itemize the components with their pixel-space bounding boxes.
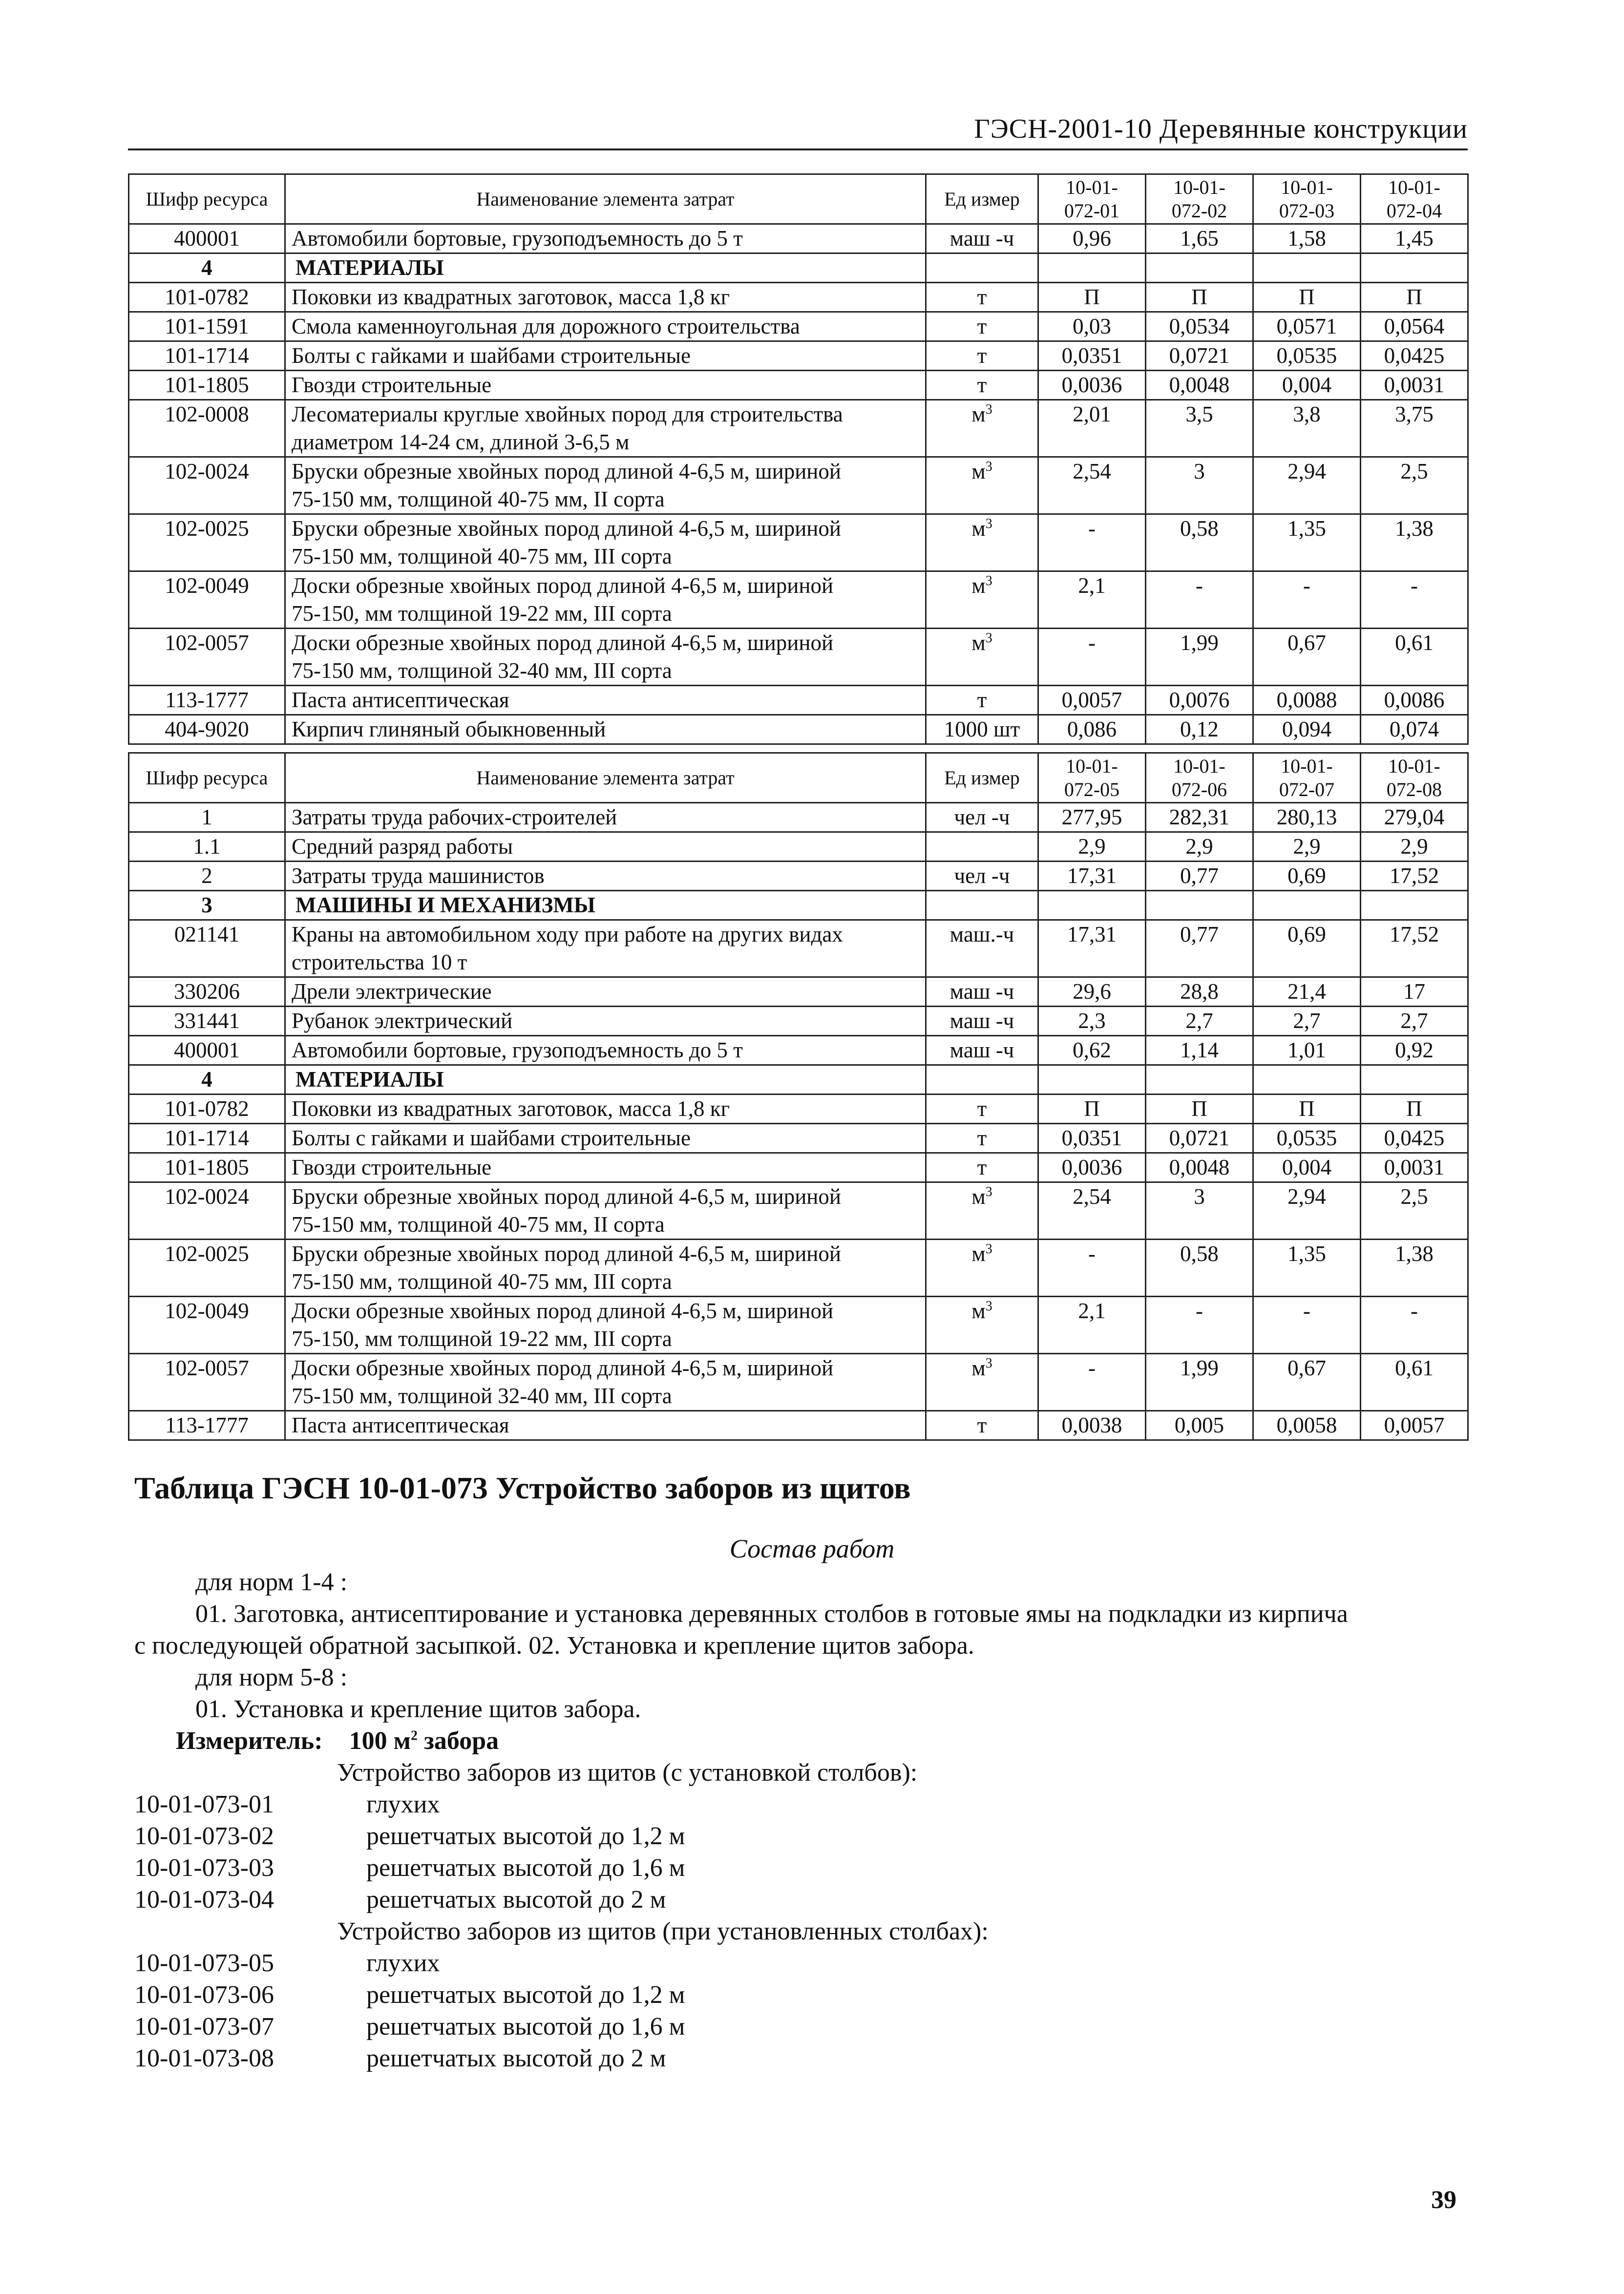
meter-line	[176, 1726, 499, 1755]
table-row	[129, 1354, 1468, 1411]
norm-value: 0,0534	[1146, 312, 1253, 341]
norm-value: -	[1361, 571, 1468, 629]
resource-name: Бруски обрезные хвойных пород длиной 4-6,5 м, шириной 75-150 мм, толщиной 40-75 мм, II сорта	[285, 1182, 926, 1240]
resource-unit: т	[926, 1124, 1038, 1153]
resource-unit	[926, 832, 1038, 862]
norms-1-4-label: для норм 1-4 :	[195, 1568, 348, 1596]
resource-code: 1	[129, 803, 285, 832]
running-title: ГЭСН-2001-10 Деревянные конструкции	[974, 114, 1468, 144]
col-header-norm: 10-01- 072-01	[1038, 174, 1146, 224]
resource-name: Поковки из квадратных заготовок, масса 1,8 кг	[285, 1094, 926, 1124]
resource-code: 102-0057	[129, 629, 285, 686]
norm-value: 0,92	[1361, 1036, 1468, 1065]
norm-value: 0,12	[1146, 715, 1253, 744]
col-header-code: Шифр ресурса	[129, 753, 285, 803]
norm-value: 0,0425	[1361, 341, 1468, 371]
resource-name: Доски обрезные хвойных пород длиной 4-6,5 м, шириной 75-150 мм, толщиной 32-40 мм, III сорта	[285, 629, 926, 686]
resource-name: Бруски обрезные хвойных пород длиной 4-6,5 м, шириной 75-150 мм, толщиной 40-75 мм, II сорта	[285, 457, 926, 514]
norm-value: 2,5	[1361, 457, 1468, 514]
resource-name: Доски обрезные хвойных пород длиной 4-6,5 м, шириной 75-150, мм толщиной 19-22 мм, III сорта	[285, 1297, 926, 1354]
norm-value: 2,7	[1253, 1007, 1361, 1036]
resource-name: Затраты труда машинистов	[285, 862, 926, 891]
table-row	[129, 832, 1468, 862]
norm-value: 0,0535	[1253, 341, 1361, 371]
norm-value: 2,7	[1361, 1007, 1468, 1036]
norm-value: 2,94	[1253, 1182, 1361, 1240]
norm-value: 0,094	[1253, 715, 1361, 744]
norm-value: 0,0031	[1361, 371, 1468, 400]
resource-code: 021141	[129, 920, 285, 977]
table-row	[129, 312, 1468, 341]
norm-value: 2,01	[1038, 400, 1146, 457]
norm-value: 0,0564	[1361, 312, 1468, 341]
norm-value: 2,1	[1038, 1297, 1146, 1354]
group2-heading: Устройство заборов из щитов (при установленных столбах):	[337, 1917, 989, 1945]
resource-name: Автомобили бортовые, грузоподъемность до 5 т	[285, 224, 926, 253]
norm-code: 10-01-073-05	[134, 1949, 274, 1977]
norm-code: 10-01-073-01	[134, 1790, 274, 1818]
table-row	[129, 571, 1468, 629]
resource-unit: т	[926, 371, 1038, 400]
resource-code: 113-1777	[129, 1411, 285, 1440]
table-row	[129, 1411, 1468, 1440]
norm-value: 0,0425	[1361, 1124, 1468, 1153]
norm-value: 0,0351	[1038, 1124, 1146, 1153]
meter-sup: 2	[411, 1728, 418, 1744]
norm-value: 3	[1146, 457, 1253, 514]
table-row	[129, 457, 1468, 514]
resource-unit: $м^3$	[926, 1354, 1038, 1411]
norm-value: 1,58	[1253, 224, 1361, 253]
resource-name: Паста антисептическая	[285, 1411, 926, 1440]
table-row	[129, 1240, 1468, 1297]
norm-value: 17,52	[1361, 862, 1468, 891]
resource-code: 400001	[129, 224, 285, 253]
resource-unit: $м^3$	[926, 1240, 1038, 1297]
norms-1-4-text-line2: с последующей обратной засыпкой. 02. Установка и крепление щитов забора.	[134, 1632, 974, 1660]
section-name: МАШИНЫ И МЕХАНИЗМЫ	[285, 891, 926, 920]
col-header-norm: 10-01- 072-07	[1253, 753, 1361, 803]
norm-value: 0,0057	[1361, 1411, 1468, 1440]
table-row	[129, 715, 1468, 744]
norm-value: 2,9	[1361, 832, 1468, 862]
resource-name: Смола каменноугольная для дорожного строительства	[285, 312, 926, 341]
col-header-code: Шифр ресурса	[129, 174, 285, 224]
norm-value: 0,0031	[1361, 1153, 1468, 1182]
table-row	[129, 224, 1468, 253]
norm-value: 0,074	[1361, 715, 1468, 744]
resource-unit: $м^3$	[926, 1182, 1038, 1240]
resource-code: 102-0025	[129, 1240, 285, 1297]
norm-value: 1,45	[1361, 224, 1468, 253]
resource-name: Бруски обрезные хвойных пород длиной 4-6,5 м, шириной 75-150 мм, толщиной 40-75 мм, III сорта	[285, 514, 926, 571]
meter-label: Измеритель:	[176, 1727, 323, 1755]
norm-value: 2,54	[1038, 1182, 1146, 1240]
norm-value: П	[1146, 1094, 1253, 1124]
resource-name: Гвозди строительные	[285, 1153, 926, 1182]
norm-value: 0,0571	[1253, 312, 1361, 341]
norm-value: 1,65	[1146, 224, 1253, 253]
norm-value: 2,54	[1038, 457, 1146, 514]
norm-value: 0,004	[1253, 371, 1361, 400]
table-row	[129, 1094, 1468, 1124]
norm-value: 0,0048	[1146, 371, 1253, 400]
table-row	[129, 1153, 1468, 1182]
resource-name: Поковки из квадратных заготовок, масса 1,8 кг	[285, 283, 926, 312]
resource-code: 400001	[129, 1036, 285, 1065]
resource-code: 102-0025	[129, 514, 285, 571]
resource-unit: $м^3$	[926, 457, 1038, 514]
table-row	[129, 283, 1468, 312]
norm-value: 2,9	[1146, 832, 1253, 862]
norm-text: решетчатых высотой до 1,2 м	[366, 1822, 685, 1850]
table-row	[129, 686, 1468, 715]
norm-value: 0,0038	[1038, 1411, 1146, 1440]
resource-unit: $м^3$	[926, 571, 1038, 629]
section-row	[129, 1065, 1468, 1094]
norm-value: 277,95	[1038, 803, 1146, 832]
norm-value: 1,01	[1253, 1036, 1361, 1065]
norm-value: -	[1038, 1354, 1146, 1411]
norm-value: 3,75	[1361, 400, 1468, 457]
resource-table-1	[128, 173, 1469, 745]
resource-unit: чел -ч	[926, 803, 1038, 832]
resource-unit: т	[926, 1153, 1038, 1182]
resource-unit: т	[926, 341, 1038, 371]
norm-value: 0,77	[1146, 862, 1253, 891]
norm-value: 279,04	[1361, 803, 1468, 832]
norm-value: 1,14	[1146, 1036, 1253, 1065]
table-body	[129, 224, 1468, 744]
resource-code: 101-1591	[129, 312, 285, 341]
section-code: 4	[129, 253, 285, 283]
table-row	[129, 514, 1468, 571]
resource-unit: $м^3$	[926, 1297, 1038, 1354]
norm-value: 1,38	[1361, 514, 1468, 571]
norm-value: 0,03	[1038, 312, 1146, 341]
section-name: МАТЕРИАЛЫ	[285, 253, 926, 283]
col-header-name: Наименование элемента затрат	[285, 174, 926, 224]
norm-value: 0,086	[1038, 715, 1146, 744]
col-header-norm: 10-01- 072-02	[1146, 174, 1253, 224]
norm-value: 280,13	[1253, 803, 1361, 832]
page-number: 39	[1431, 2186, 1456, 2214]
norm-code: 10-01-073-08	[134, 2044, 274, 2072]
norm-value: -	[1253, 571, 1361, 629]
resource-code: 2	[129, 862, 285, 891]
norm-value: 2,7	[1146, 1007, 1253, 1036]
norm-text: глухих	[366, 1949, 440, 1977]
resource-name: Затраты труда рабочих-строителей	[285, 803, 926, 832]
norm-value: 0,0086	[1361, 686, 1468, 715]
norm-value: -	[1253, 1297, 1361, 1354]
resource-unit: маш -ч	[926, 977, 1038, 1007]
running-header	[128, 111, 1468, 150]
section-name: МАТЕРИАЛЫ	[285, 1065, 926, 1094]
resource-unit: т	[926, 312, 1038, 341]
norm-value: -	[1038, 629, 1146, 686]
table-row	[129, 920, 1468, 977]
norm-value: 3,5	[1146, 400, 1253, 457]
norm-value: 0,96	[1038, 224, 1146, 253]
resource-code: 101-0782	[129, 283, 285, 312]
table-row	[129, 803, 1468, 832]
composition-heading: Состав работ	[729, 1534, 895, 1563]
resource-unit: $м^3$	[926, 400, 1038, 457]
norm-text: решетчатых высотой до 1,6 м	[366, 2013, 685, 2041]
col-header-norm: 10-01- 072-04	[1361, 174, 1468, 224]
table-row	[129, 1297, 1468, 1354]
col-header-norm: 10-01- 072-03	[1253, 174, 1361, 224]
norm-code: 10-01-073-03	[134, 1854, 274, 1882]
section-row	[129, 891, 1468, 920]
norm-value: 0,0721	[1146, 1124, 1253, 1153]
norm-value: 0,0036	[1038, 1153, 1146, 1182]
section-code: 3	[129, 891, 285, 920]
resource-code: 1.1	[129, 832, 285, 862]
table-body	[129, 803, 1468, 1440]
resource-unit: т	[926, 1094, 1038, 1124]
norm-value: -	[1361, 1297, 1468, 1354]
table-header-row	[129, 753, 1468, 803]
norm-value: -	[1038, 514, 1146, 571]
resource-code: 102-0049	[129, 571, 285, 629]
resource-name: Болты с гайками и шайбами строительные	[285, 1124, 926, 1153]
norm-value: 2,94	[1253, 457, 1361, 514]
resource-unit: маш -ч	[926, 1036, 1038, 1065]
norm-value: 2,1	[1038, 571, 1146, 629]
norm-value: -	[1146, 1297, 1253, 1354]
norm-value: 1,35	[1253, 514, 1361, 571]
resource-name: Кирпич глиняный обыкновенный	[285, 715, 926, 744]
col-header-unit: Ед измер	[926, 753, 1038, 803]
resource-code: 102-0008	[129, 400, 285, 457]
table-row	[129, 1007, 1468, 1036]
norm-value: П	[1361, 283, 1468, 312]
resource-unit: маш -ч	[926, 224, 1038, 253]
norm-value: 28,8	[1146, 977, 1253, 1007]
norm-value: 29,6	[1038, 977, 1146, 1007]
norm-value: 0,62	[1038, 1036, 1146, 1065]
norm-value: 2,9	[1038, 832, 1146, 862]
norm-value: 0,0088	[1253, 686, 1361, 715]
meter-value: 100 м	[349, 1727, 411, 1755]
norm-value: П	[1361, 1094, 1468, 1124]
norm-value: 0,0535	[1253, 1124, 1361, 1153]
table-row	[129, 341, 1468, 371]
resource-unit: чел -ч	[926, 862, 1038, 891]
resource-code: 101-1714	[129, 341, 285, 371]
table-row	[129, 629, 1468, 686]
resource-name: Гвозди строительные	[285, 371, 926, 400]
resource-code: 102-0057	[129, 1354, 285, 1411]
norm-code: 10-01-073-04	[134, 1886, 274, 1914]
col-header-norm: 10-01- 072-08	[1361, 753, 1468, 803]
resource-code: 113-1777	[129, 686, 285, 715]
resource-name: Автомобили бортовые, грузоподъемность до 5 т	[285, 1036, 926, 1065]
table-row	[129, 1182, 1468, 1240]
resource-name: Доски обрезные хвойных пород длиной 4-6,5 м, шириной 75-150, мм толщиной 19-22 мм, III сорта	[285, 571, 926, 629]
norm-value: П	[1038, 283, 1146, 312]
section-title: Таблица ГЭСН 10-01-073 Устройство заборов из щитов	[134, 1471, 911, 1505]
norms-5-8-label: для норм 5-8 :	[195, 1663, 348, 1691]
norm-value: 17	[1361, 977, 1468, 1007]
resource-code: 101-0782	[129, 1094, 285, 1124]
norm-value: -	[1038, 1240, 1146, 1297]
norm-value: 0,004	[1253, 1153, 1361, 1182]
resource-code: 331441	[129, 1007, 285, 1036]
table-row	[129, 977, 1468, 1007]
table-row	[129, 1036, 1468, 1065]
norm-value: 0,61	[1361, 629, 1468, 686]
norm-value: 1,38	[1361, 1240, 1468, 1297]
table-row	[129, 1124, 1468, 1153]
table-row	[129, 862, 1468, 891]
section-row	[129, 253, 1468, 283]
norm-value: П	[1038, 1094, 1146, 1124]
resource-code: 101-1805	[129, 1153, 285, 1182]
resource-code: 101-1805	[129, 371, 285, 400]
norm-value: 282,31	[1146, 803, 1253, 832]
norm-value: П	[1253, 1094, 1361, 1124]
resource-code: 102-0049	[129, 1297, 285, 1354]
norm-value: 2,9	[1253, 832, 1361, 862]
resource-code: 330206	[129, 977, 285, 1007]
table-header-row	[129, 174, 1468, 224]
norm-value: 17,31	[1038, 862, 1146, 891]
meter-suffix: забора	[418, 1727, 499, 1755]
norm-value: 0,0058	[1253, 1411, 1361, 1440]
norm-value: 0,0048	[1146, 1153, 1253, 1182]
norm-value: 17,31	[1038, 920, 1146, 977]
table-row	[129, 371, 1468, 400]
resource-unit: т	[926, 1411, 1038, 1440]
norm-value: П	[1146, 283, 1253, 312]
norm-value: 0,69	[1253, 920, 1361, 977]
norm-value: 3,8	[1253, 400, 1361, 457]
resource-unit: 1000 шт	[926, 715, 1038, 744]
col-header-name: Наименование элемента затрат	[285, 753, 926, 803]
section-code: 4	[129, 1065, 285, 1094]
norm-value: 0,69	[1253, 862, 1361, 891]
resource-name: Лесоматериалы круглые хвойных пород для строительства диаметром 14-24 см, длиной 3-6,5 м	[285, 400, 926, 457]
col-header-unit: Ед измер	[926, 174, 1038, 224]
norm-value: -	[1146, 571, 1253, 629]
resource-name: Болты с гайками и шайбами строительные	[285, 341, 926, 371]
norm-value: 0,0721	[1146, 341, 1253, 371]
col-header-norm: 10-01- 072-05	[1038, 753, 1146, 803]
norm-code: 10-01-073-06	[134, 1981, 274, 2009]
norm-value: 17,52	[1361, 920, 1468, 977]
resource-table-2	[128, 752, 1469, 1441]
norm-value: 0,77	[1146, 920, 1253, 977]
resource-unit: маш.-ч	[926, 920, 1038, 977]
norm-value: П	[1253, 283, 1361, 312]
norm-value: 2,3	[1038, 1007, 1146, 1036]
norm-value: 0,67	[1253, 629, 1361, 686]
norm-value: 0,0351	[1038, 341, 1146, 371]
norm-text: решетчатых высотой до 1,6 м	[366, 1854, 685, 1882]
norm-value: 1,99	[1146, 1354, 1253, 1411]
norm-value: 0,67	[1253, 1354, 1361, 1411]
norm-value: 0,0036	[1038, 371, 1146, 400]
resource-name: Доски обрезные хвойных пород длиной 4-6,5 м, шириной 75-150 мм, толщиной 32-40 мм, III сорта	[285, 1354, 926, 1411]
norm-value: 1,99	[1146, 629, 1253, 686]
norm-value: 0,0057	[1038, 686, 1146, 715]
norm-code: 10-01-073-07	[134, 2013, 274, 2041]
norms-1-4-text-line1: 01. Заготовка, антисептирование и установка деревянных столбов в готовые ямы на подкладки из кирпича	[195, 1600, 1348, 1628]
resource-unit: $м^3$	[926, 629, 1038, 686]
norm-text: решетчатых высотой до 2 м	[366, 1886, 666, 1914]
norm-value: 21,4	[1253, 977, 1361, 1007]
resource-unit: т	[926, 283, 1038, 312]
resource-name: Паста антисептическая	[285, 686, 926, 715]
resource-name: Бруски обрезные хвойных пород длиной 4-6,5 м, шириной 75-150 мм, толщиной 40-75 мм, III сорта	[285, 1240, 926, 1297]
norm-value: 0,0076	[1146, 686, 1253, 715]
resource-name: Рубанок электрический	[285, 1007, 926, 1036]
resource-unit: маш -ч	[926, 1007, 1038, 1036]
norm-value: 3	[1146, 1182, 1253, 1240]
table-row	[129, 400, 1468, 457]
resource-code: 102-0024	[129, 1182, 285, 1240]
norm-value: 1,35	[1253, 1240, 1361, 1297]
norm-value: 2,5	[1361, 1182, 1468, 1240]
norm-value: 0,58	[1146, 514, 1253, 571]
resource-name: Краны на автомобильном ходу при работе на других видах строительства 10 т	[285, 920, 926, 977]
resource-code: 101-1714	[129, 1124, 285, 1153]
group1-heading: Устройство заборов из щитов (с установкой столбов):	[337, 1759, 918, 1787]
norm-value: 0,61	[1361, 1354, 1468, 1411]
norm-text: глухих	[366, 1790, 440, 1818]
resource-code: 102-0024	[129, 457, 285, 514]
norm-text: решетчатых высотой до 1,2 м	[366, 1981, 685, 2009]
resource-name: Средний разряд работы	[285, 832, 926, 862]
norms-5-8-text: 01. Установка и крепление щитов забора.	[195, 1695, 641, 1723]
resource-name: Дрели электрические	[285, 977, 926, 1007]
resource-unit: т	[926, 686, 1038, 715]
resource-code: 404-9020	[129, 715, 285, 744]
resource-unit: $м^3$	[926, 514, 1038, 571]
norm-value: 0,005	[1146, 1411, 1253, 1440]
col-header-norm: 10-01- 072-06	[1146, 753, 1253, 803]
norm-code: 10-01-073-02	[134, 1822, 274, 1850]
norm-value: 0,58	[1146, 1240, 1253, 1297]
norm-text: решетчатых высотой до 2 м	[366, 2044, 666, 2072]
